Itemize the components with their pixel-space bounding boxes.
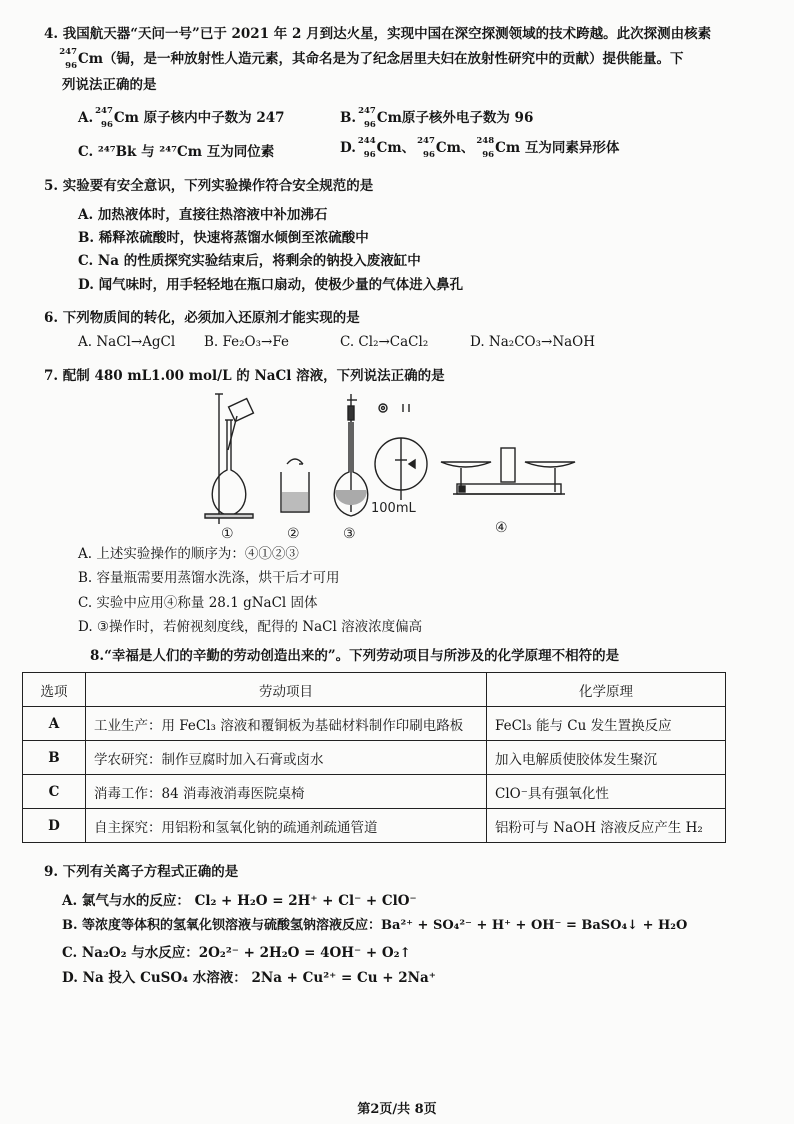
figure-label-2: ② (287, 526, 300, 542)
q5-option-b[interactable]: B. 稀释浓硫酸时，快速将蒸馏水倾倒至浓硫酸中 (78, 230, 369, 246)
q4-stem-line1: 4. 我国航天器“天问一号”已于 2021 年 2 月到达火星，实现中国在深空探测领域的技术跨越。此次探测由核素 (44, 26, 712, 42)
flask-volume-label: 100mL (371, 501, 416, 516)
q5-option-d[interactable]: D. 闻气味时，用手轻轻地在瓶口扇动，使极少量的气体进入鼻孔 (78, 277, 464, 293)
q7-option-a[interactable]: A. 上述实验操作的顺序为：④①②③ (78, 546, 299, 562)
q7-stem: 7. 配制 480 mL1.00 mol/L 的 NaCl 溶液，下列说法正确的是 (44, 368, 445, 384)
table-row[interactable]: D 自主探究：用铝粉和氢氧化钠的疏通剂疏通管道 铝粉可与 NaOH 溶液反应产生 H₂ (23, 809, 726, 843)
q9-option-c[interactable]: C. Na₂O₂ 与水反应：2O₂²⁻ + 2H₂O = 4OH⁻ + O₂↑ (62, 945, 411, 961)
header-option: 选项 (23, 673, 86, 707)
q4-stem-line2: 247 96 Cm（锔，是一种放射性人造元素，其命名是为了纪念居里夫妇在放射性研究中的贡献）提供能量。下 (59, 47, 684, 71)
q9-option-a[interactable]: A. 氯气与水的反应： Cl₂ + H₂O = 2H⁺ + Cl⁻ + ClO⁻ (62, 893, 417, 909)
q8-table (22, 672, 726, 843)
q7-apparatus-figure (195, 392, 615, 544)
header-principle: 化学原理 (487, 673, 726, 707)
q9-option-d[interactable]: D. Na 投入 CuSO₄ 水溶液： 2Na + Cu²⁺ = Cu + 2Na⁺ (62, 970, 436, 986)
q5-stem: 5. 实验要有安全意识，下列实验操作符合安全规范的是 (44, 178, 374, 194)
volumetric-flask-pouring-illustration (205, 394, 253, 524)
table-row[interactable]: C 消毒工作：84 消毒液消毒医院桌椅 ClO⁻具有强氧化性 (23, 775, 726, 809)
table-header-row (23, 673, 726, 707)
q8-stem: 8.“幸福是人们的辛勤的劳动创造出来的”。下列劳动项目与所涉及的化学原理不相符的是 (90, 648, 620, 664)
q6-option-a[interactable]: A. NaCl→AgCl (78, 334, 176, 350)
cm-isotope-notation: 247 96 (59, 47, 77, 71)
q4-option-a[interactable]: A. 247 96 Cm 原子核内中子数为 247 (78, 106, 285, 130)
q5-option-a[interactable]: A. 加热液体时，直接往热溶液中补加沸石 (78, 207, 328, 223)
table-row[interactable]: A 工业生产：用 FeCl₃ 溶液和覆铜板为基础材料制作印刷电路板 FeCl₃ 能与 Cu 发生置换反应 (23, 707, 726, 741)
figure-label-1: ① (221, 526, 234, 542)
figure-label-4: ④ (495, 520, 508, 536)
q7-option-d[interactable]: D. ③操作时，若俯视刻度线，配得的 NaCl 溶液浓度偏高 (78, 619, 423, 635)
page-footer: 第2页/共 8页 (357, 1102, 437, 1117)
q4-option-b[interactable]: B. 247 96 Cm原子核外电子数为 96 (340, 106, 534, 130)
balance-illustration (441, 448, 575, 494)
q4-option-c[interactable]: C. ²⁴⁷Bk 与 ²⁴⁷Cm 互为同位素 (78, 144, 275, 160)
q4-option-d[interactable]: D. 244 96 Cm、 247 96 Cm、 248 96 Cm 互为同素异形体 (340, 136, 620, 160)
q6-option-b[interactable]: B. Fe₂O₃→Fe (204, 334, 289, 350)
q7-option-c[interactable]: C. 实验中应用④称量 28.1 gNaCl 固体 (78, 595, 318, 611)
flask-dropper-illustration (334, 394, 427, 516)
figure-label-3: ③ (343, 526, 356, 542)
q5-option-c[interactable]: C. Na 的性质探究实验结束后，将剩余的钠投入废液缸中 (78, 253, 421, 269)
beaker-illustration (281, 459, 309, 512)
q6-option-c[interactable]: C. Cl₂→CaCl₂ (340, 334, 429, 350)
q6-option-d[interactable]: D. Na₂CO₃→NaOH (470, 334, 596, 350)
q9-option-b[interactable]: B. 等浓度等体积的氢氧化钡溶液与硫酸氢钠溶液反应：Ba²⁺ + SO₄²⁻ + H⁺ + OH⁻ = BaSO₄↓ + H₂O (62, 918, 688, 933)
q7-option-b[interactable]: B. 容量瓶需要用蒸馏水洗涤，烘干后才可用 (78, 570, 340, 586)
q9-stem: 9. 下列有关离子方程式正确的是 (44, 864, 239, 880)
q4-stem-line3: 列说法正确的是 (62, 77, 157, 93)
q6-stem: 6. 下列物质间的转化，必须加入还原剂才能实现的是 (44, 310, 360, 326)
table-row[interactable]: B 学农研究：制作豆腐时加入石膏或卤水 加入电解质使胶体发生聚沉 (23, 741, 726, 775)
header-labor-item: 劳动项目 (86, 673, 487, 707)
